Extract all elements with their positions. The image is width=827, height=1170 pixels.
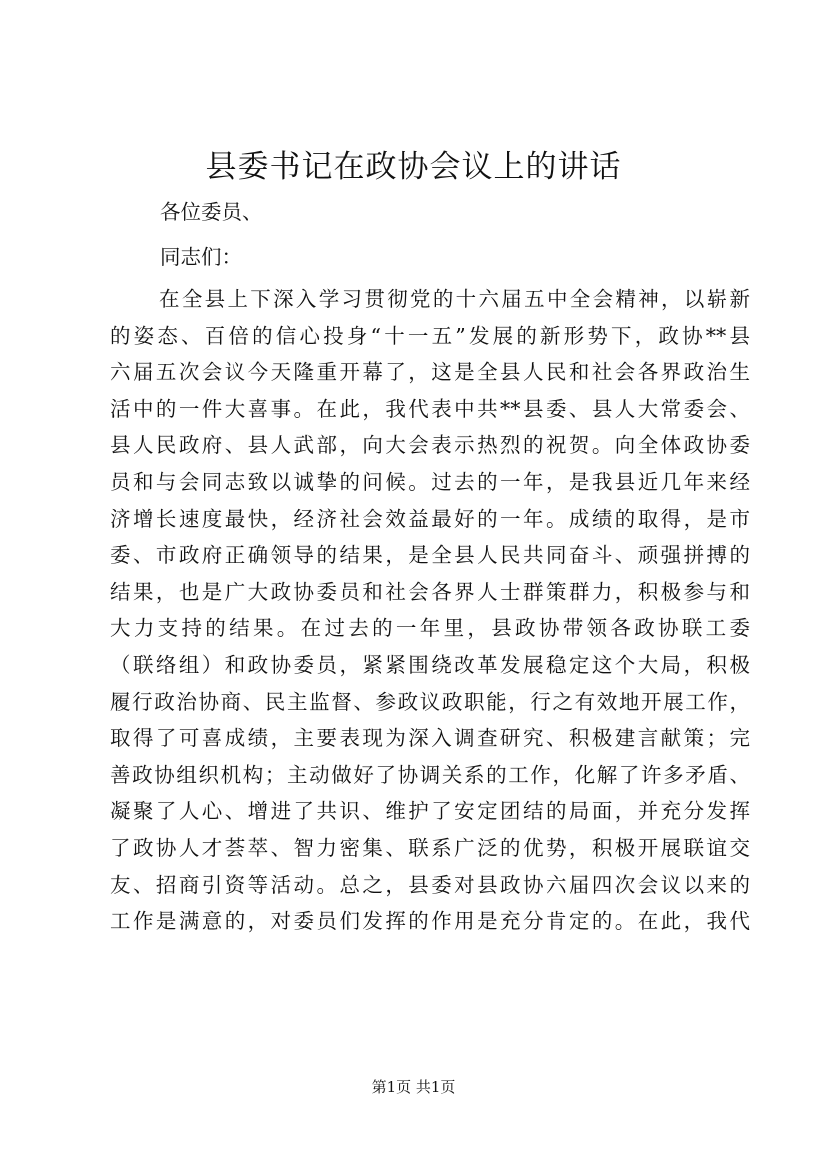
body-line: 凝聚了人心、增进了共识、维护了安定团结的局面，并充分发挥 (110, 799, 750, 824)
body-line: 的姿态、百倍的信心投身“十一五”发展的新形势下，政协**县 (110, 323, 750, 348)
body-line: 工作是满意的，对委员们发挥的作用是充分肯定的。在此，我代 (110, 909, 750, 934)
body-line: 活中的一件大喜事。在此，我代表中共**县委、县人大常委会、 (110, 396, 750, 421)
body-line: 六届五次会议今天隆重开幕了，这是全县人民和社会各界政治生 (110, 360, 750, 385)
body-line: 委、市政府正确领导的结果，是全县人民共同奋斗、顽强拼搏的 (110, 543, 750, 568)
body-line: 员和与会同志致以诚挚的问候。过去的一年，是我县近几年来经 (110, 469, 750, 494)
body-line: 在全县上下深入学习贯彻党的十六届五中全会精神，以崭新 (159, 287, 750, 311)
salutation-committee-members: 各位委员、 (160, 200, 263, 224)
page-number-footer: 第1页 共1页 (371, 1078, 456, 1096)
body-line: 济增长速度最快，经济社会效益最好的一年。成绩的取得，是市 (110, 506, 750, 531)
body-line: 大力支持的结果。在过去的一年里，县政协带领各政协联工委 (110, 616, 750, 641)
document-title: 县委书记在政协会议上的讲话 (205, 149, 622, 185)
body-line: 友、招商引资等活动。总之，县委对县政协六届四次会议以来的 (110, 872, 750, 897)
body-line: 善政协组织机构；主动做好了协调关系的工作，化解了许多矛盾、 (110, 762, 750, 787)
body-line: 县人民政府、县人武部，向大会表示热烈的祝贺。向全体政协委 (110, 433, 750, 458)
body-line: 履行政治协商、民主监督、参政议政职能，行之有效地开展工作， (110, 689, 750, 714)
body-line: 结果，也是广大政协委员和社会各界人士群策群力，积极参与和 (110, 579, 750, 604)
salutation-comrades: 同志们： (160, 245, 242, 269)
body-line: （联络组）和政协委员，紧紧围绕改革发展稳定这个大局，积极 (110, 652, 750, 677)
body-line: 了政协人才荟萃、智力密集、联系广泛的优势，积极开展联谊交 (110, 835, 750, 860)
body-line: 取得了可喜成绩，主要表现为深入调查研究、积极建言献策；完 (110, 726, 750, 751)
speech-body (110, 281, 750, 940)
